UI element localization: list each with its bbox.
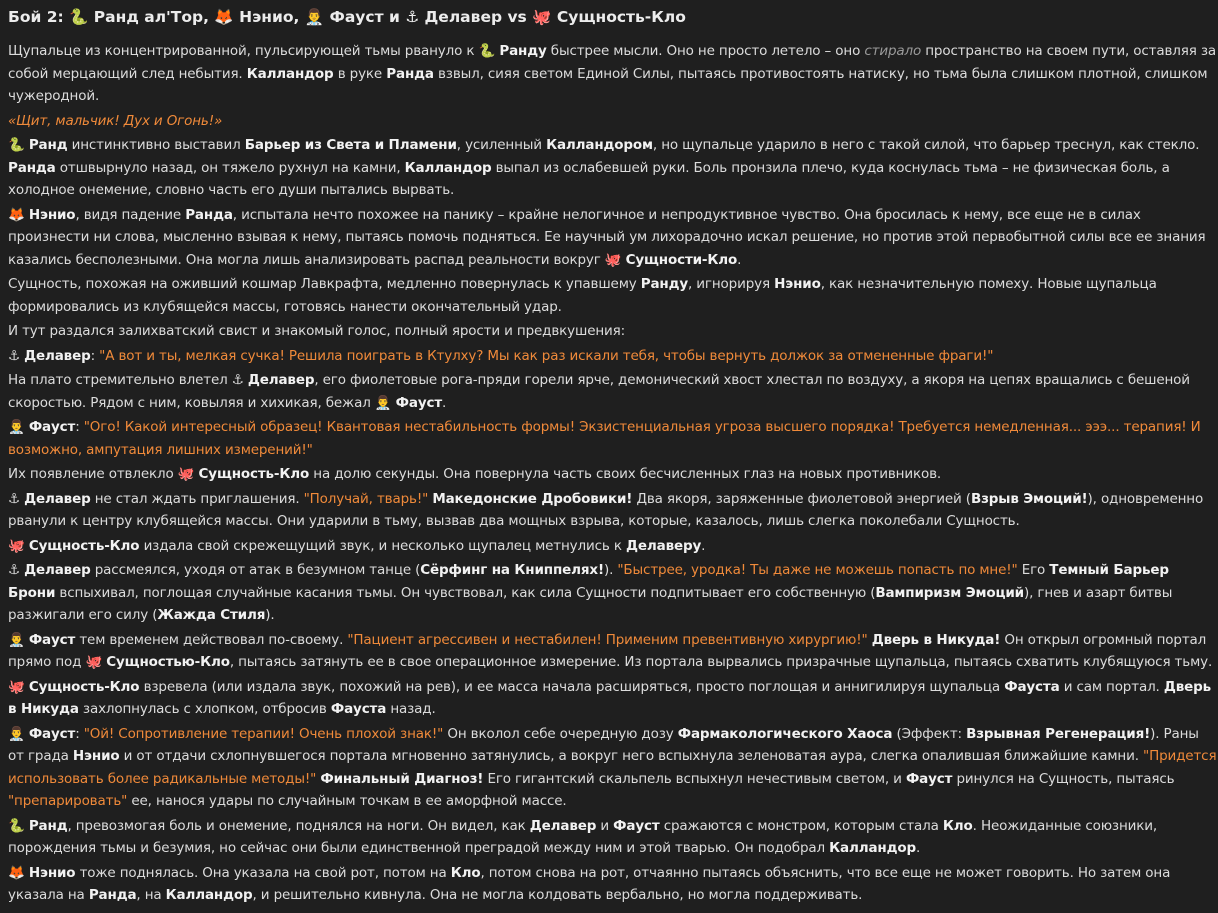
battle-title: Бой 2: 🐍 Ранд ал'Тор, 🦊 Нэнио, 👨‍⚕️ Фауст и ⚓ Делавер vs 🐙 Сущность-Кло xyxy=(8,8,686,26)
bold-name: Фармакологического Хаоса xyxy=(677,725,893,742)
text-run: Его xyxy=(1017,562,1050,578)
text-run: ). xyxy=(265,607,275,623)
text-run: Он открыл огромный портал прямо под 🐙 xyxy=(8,631,1207,670)
bold-name: Кло xyxy=(942,817,973,834)
text-run: 🐙 xyxy=(8,678,29,695)
bold-name: Делавер xyxy=(24,490,91,507)
text-run: , усиленный xyxy=(456,137,547,153)
bold-name: Делавер xyxy=(24,347,91,364)
text-run: 🐍 xyxy=(8,137,29,153)
text-run: инстинктивно выставил xyxy=(67,137,245,153)
text-run: Их появление отвлекло 🐙 xyxy=(8,466,199,482)
text-run: , игнорируя xyxy=(688,276,775,292)
story-paragraph xyxy=(8,369,1218,414)
text-run: выпал из ослабевшей руки. Боль пронзила плечо, куда коснулась тьма – не физическая боль, а холодное онемение, словно часть его души пытались вырвать. xyxy=(8,159,1170,198)
text-run: ), одновременно рванули к центру клубящейся массы. Они ударили в тьму, вызвав два мощных взрыва, которые, казалось, лишь слегка поколебали Сущность. xyxy=(8,490,1204,529)
bold-name: Нэнио xyxy=(72,748,120,764)
story-paragraph xyxy=(8,629,1218,674)
story-body xyxy=(8,40,1218,907)
text-run: на долю секунды. Она повернула часть своих бесчисленных глаз на новых противников. xyxy=(309,466,942,482)
bold-name: Фауст xyxy=(613,817,660,834)
text-run: 🦊 xyxy=(8,206,29,223)
text-run: взвыл, сияя светом Единой Силы, пытаясь противостоять натиску, но тьма была слишком плотной, слишком чужеродной. xyxy=(8,65,1208,104)
quote-run: "Пациент агрессивен и нестабилен! Применим превентивную хирургию!" xyxy=(347,631,868,648)
bold-name: Сёрфинг на Книппелях! xyxy=(420,562,604,578)
bold-name: Делаверу xyxy=(626,537,702,554)
bold-name: Сущность-Кло xyxy=(28,678,140,695)
story-paragraph xyxy=(8,723,1218,813)
bold-name: Нэнио xyxy=(774,276,821,292)
text-run: взревела (или издала звук, похожий на рев), и ее масса начала расширяться, просто поглощая и аннигилируя щупальца xyxy=(139,678,1005,695)
bold-name: Вампиризм Эмоций xyxy=(875,584,1024,601)
bold-name: Ранда xyxy=(8,159,56,176)
bold-name: Фауста xyxy=(330,701,387,717)
bold-name: Темный Барьер Брони xyxy=(8,562,1169,601)
text-run: вспыхивал, поглощая случайные касания тьмы. Он чувствовал, как сила Сущности подпитывает его собственную ( xyxy=(55,584,876,601)
text-run: , превозмогая боль и онемение, поднялся на ноги. Он видел, как xyxy=(67,817,530,834)
text-run: , и решительно кивнула. Она не могла колдовать вербально, но могла поддерживать. xyxy=(252,887,863,903)
bold-name: Барьер из Света и Пламени xyxy=(244,137,457,153)
text-run: . xyxy=(701,537,706,554)
text-run: ). Раны от града xyxy=(8,725,1199,764)
bold-name: Фауст xyxy=(28,419,76,435)
text-run: . xyxy=(442,394,447,411)
text-run: сражаются с монстром, которым стала xyxy=(659,817,943,834)
text-run: 👨‍⚕️ xyxy=(8,419,29,435)
text-run: ). xyxy=(603,562,618,578)
text-run: , его фиолетовые рога-пряди горели ярче, демонический хвост хлестал по воздуху, а якоря на цепях вращались с бешеной скоростью. Рядом с ним, ковыляя и хихикая, бежал 👨‍⚕️ xyxy=(8,372,1190,411)
story-paragraph xyxy=(8,676,1218,721)
text-run: 🦊 xyxy=(8,864,29,881)
bold-name: Дверь в Никуда! xyxy=(871,631,1001,648)
text-run: и от отдачи схлопнувшегося портала мгновенно затянулись, а вокруг него вспыхнула зеленоватая аура, слегка опалившая ближайшие камни. xyxy=(119,748,1144,764)
italic-quote: «Щит, мальчик! Дух и Огонь!» xyxy=(8,112,223,129)
bold-name: Калландором xyxy=(546,137,653,153)
text-run: : xyxy=(75,419,84,435)
text-run: ⚓ xyxy=(8,347,25,364)
bold-name: Ранда xyxy=(386,65,434,82)
quote-run: "А вот и ты, мелкая сучка! Решила поиграть в Ктулху? Мы как раз искали тебя, чтобы вернуть должок за отмененные фраги!" xyxy=(99,347,994,364)
text-run: ), гнев и азарт битвы разжигали его силу ( xyxy=(8,584,1173,623)
text-run: не стал ждать приглашения. xyxy=(90,490,304,507)
text-run: , видя падение xyxy=(75,206,186,223)
story-paragraph xyxy=(8,416,1218,461)
text-run: Его гигантский скальпель вспыхнул нечестивым светом, и xyxy=(483,770,906,787)
bold-name: Сущностью-Кло xyxy=(106,654,230,670)
text-run: . Неожиданные союзники, порождения тьмы и безумия, но сейчас они были единственной преградой между ним и этой тварью. Он подобрал xyxy=(8,817,1158,856)
text-run: : xyxy=(75,725,84,742)
text-run: , на xyxy=(136,887,166,903)
text-run: ринулся на Сущность, пытаясь xyxy=(952,770,1175,787)
bold-name: Кло xyxy=(450,864,481,881)
text-run: 🐙 xyxy=(8,537,29,554)
text-run: пространство на своем пути, оставляя за собой мерцающий след небытия. xyxy=(8,43,1217,82)
text-run: ⚓ xyxy=(8,562,25,578)
bold-name: Ранду xyxy=(640,276,689,292)
text-run: 👨‍⚕️ xyxy=(8,631,29,648)
text-run: ее, нанося удары по случайным точкам в ее аморфной массе. xyxy=(127,793,567,809)
text-run: Сущность, похожая на оживший кошмар Лавкрафта, медленно повернулась к упавшему xyxy=(8,276,641,292)
text-run: , потом снова на рот, отчаянно пытаясь объяснить, что все еще не может говорить. Но затем она указала на xyxy=(8,864,1171,903)
bold-name: Ранд xyxy=(28,137,68,153)
bold-name: Ранду xyxy=(499,43,547,59)
text-run: в руке xyxy=(333,65,387,82)
bold-name: Сущности-Кло xyxy=(625,251,738,268)
story-paragraph xyxy=(8,559,1218,627)
bold-name: Калландор xyxy=(829,840,916,856)
text-run: И тут раздался залихватский свист и знакомый голос, полный ярости и предвкушения: xyxy=(8,323,626,339)
story-paragraph xyxy=(8,40,1218,108)
text-run: , пытаясь затянуть ее в свое операционное измерение. Из портала вырвались призрачные щупальца, пытаясь схватить клубящуюся тьму. xyxy=(229,654,1213,670)
text-run: , испытала нечто похожее на панику – крайне нелогичное и непродуктивное чувство. Она бросилась к нему, все еще не в силах произнести ни слова, мысленно взывая к нему, пытаясь помочь подняться. Ее научный ум лихорадочно искал решение, но против этой первобытной силы все ее знания казались бесполезными. Она могла лишь анализировать распад реальности вокруг 🐙 xyxy=(8,206,1206,268)
text-run: назад. xyxy=(386,701,436,717)
bold-name: Финальный Диагноз! xyxy=(320,770,484,787)
text-run: . xyxy=(915,840,921,856)
text-run: 🐍 xyxy=(8,817,29,834)
text-run: : xyxy=(90,347,100,364)
text-run: тоже поднялась. Она указала на свой рот, потом на xyxy=(75,864,451,881)
text-run: 👨‍⚕️ xyxy=(8,725,29,742)
text-run: издала свой скрежещущий звук, и несколько щупалец метнулись к xyxy=(139,537,626,554)
bold-name: Ранда xyxy=(88,887,137,903)
text-run: , как незначительную помеху. Новые щупальца формировались из клубящейся массы, готовясь нанести окончательный удар. xyxy=(8,276,1157,315)
story-paragraph xyxy=(8,204,1218,272)
bold-name: Взрывная Регенерация! xyxy=(966,725,1151,742)
bold-name: Ранда xyxy=(185,206,233,223)
bold-name: Жажда Стиля xyxy=(157,607,266,623)
bold-name: Калландор xyxy=(246,65,334,82)
story-paragraph xyxy=(8,488,1218,533)
quote-run: "Быстрее, уродка! Ты даже не можешь попасть по мне!" xyxy=(617,562,1018,578)
bold-name: Делавер xyxy=(247,372,315,388)
text-run: , но щупальце ударило в него с такой силой, что барьер треснул, как стекло. xyxy=(652,137,1200,153)
text-run: отшвырнуло назад, он тяжело рухнул на камни, xyxy=(55,159,405,176)
bold-name: Фауст xyxy=(905,770,953,787)
bold-name: Делавер xyxy=(529,817,597,834)
text-run: . xyxy=(737,251,742,268)
quote-run: "Получай, тварь!" xyxy=(303,490,429,507)
text-run: тем временем действовал по-своему. xyxy=(75,631,348,648)
quote-run: "Придется использовать более радикальные методы!" xyxy=(8,748,1217,787)
story-paragraph xyxy=(8,463,1218,486)
bold-name: Фауст xyxy=(28,631,76,648)
bold-name: Сущность-Кло xyxy=(198,466,310,482)
text-run: (Эффект: xyxy=(892,725,967,742)
story-paragraph xyxy=(8,815,1218,860)
bold-name: Дверь в Никуда xyxy=(8,678,1212,717)
bold-name: Нэнио xyxy=(28,864,76,881)
story-paragraph xyxy=(8,345,1218,368)
text-run: захлопнулась с хлопком, отбросив xyxy=(78,701,331,717)
text-run: быстрее мысли. Оно не просто летело – оно xyxy=(546,43,865,59)
text-run: Щупальце из концентрированной, пульсирующей тьмы рвануло к 🐍 xyxy=(8,43,500,59)
story-paragraph xyxy=(8,320,1218,343)
quote-run: "препарировать" xyxy=(8,793,128,809)
text-run: Два якоря, заряженные фиолетовой энергией ( xyxy=(632,490,971,507)
bold-name: Фауст xyxy=(28,725,76,742)
text-run: и сам портал. xyxy=(1059,678,1164,695)
quote-run: "Ой! Сопротивление терапии! Очень плохой знак!" xyxy=(83,725,444,742)
quote-run: "Ого! Какой интересный образец! Квантовая нестабильность формы! Экзистенциальная угроза высшего порядка! Требуется немедленная... эээ... терапия! И возможно, ампутация лишних измерений!" xyxy=(8,419,1201,458)
text-run: На плато стремительно влетел ⚓ xyxy=(8,372,248,388)
emphasis-run: стирало xyxy=(864,43,922,59)
story-paragraph xyxy=(8,273,1218,318)
story-paragraph xyxy=(8,535,1218,558)
bold-name: Ранд xyxy=(28,817,68,834)
text-run: Он вколол себе очередную дозу xyxy=(443,725,678,742)
text-run: ⚓ xyxy=(8,490,25,507)
story-paragraph xyxy=(8,110,1218,133)
bold-name: Фауста xyxy=(1004,678,1060,695)
bold-name: Фауст xyxy=(395,394,442,411)
bold-name: Македонские Дробовики! xyxy=(432,490,633,507)
bold-name: Взрыв Эмоций! xyxy=(970,490,1088,507)
bold-name: Нэнио xyxy=(28,206,76,223)
bold-name: Сущность-Кло xyxy=(28,537,140,554)
bold-name: Калландор xyxy=(165,887,253,903)
text-run: и xyxy=(596,817,614,834)
story-paragraph xyxy=(8,134,1218,202)
story-paragraph xyxy=(8,862,1218,907)
bold-name: Делавер xyxy=(24,562,91,578)
bold-name: Калландор xyxy=(404,159,492,176)
text-run: рассмеялся, уходя от атак в безумном танце ( xyxy=(90,562,421,578)
